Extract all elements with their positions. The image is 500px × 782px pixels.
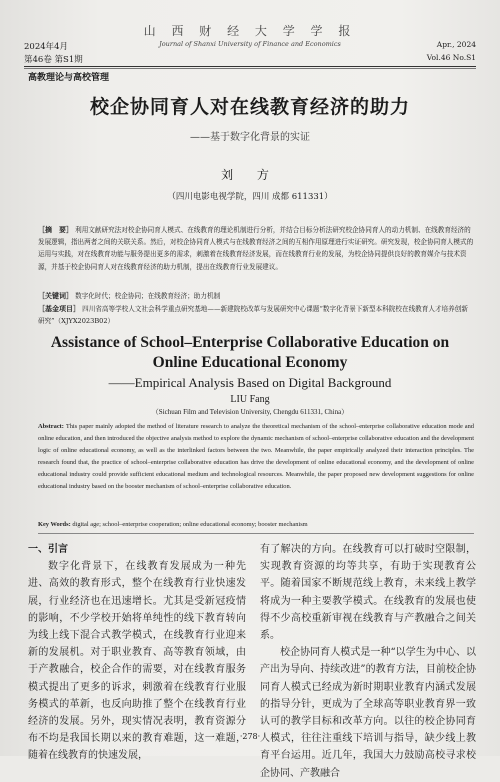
body-paragraph: 校企协同育人模式是一种“以学生为中心、以产出为导向、持续改进”的教育方法，目前校企协同育人模式已经成为新时期职业教育内涵式发展的指导分针，更成为了全球高等职业教育界一致认可的教学目标和改革方向。以往的校企协同育人模式，往往注重线下培训与指导，缺少线上教育平台运用。近几年，我国大力鼓励高校寻求校企协同、产教融合 (260, 647, 476, 779)
abstract-cn-text: 利用文献研究法对校企协同育人模式、在线教育的理论机制进行分析，并结合目标分析法研究校企协同育人的动力机制、在线教育经济的发展逻辑，指出两者之间的关联关系。然后，对校企协同育人模式与在线教育经济之间的互相作用原理进行实证研究。研究发现，校企协同育人模式的运用与实践，对在线教育功能与服务提出更多的需求，刺激着在线教育经济发展，而在线教育行业的发展，为校企协同提供良好的教育媒介与技术资源，并基于校企协同育人对在线教育经济的助力机制，提出在线教育行业发展建议。 (38, 226, 474, 271)
section-heading: 一、引言 (28, 544, 68, 555)
journal-title-cn: 山 西 财 经 大 学 学 报 (143, 24, 357, 38)
keywords-cn (38, 290, 474, 302)
keywords-cn-text: 数字化时代；校企协同；在线教育经济；助力机制 (75, 292, 221, 300)
fund-cn (38, 303, 474, 327)
keywords-en (38, 519, 474, 531)
abstract-en-text: This paper mainly adopted the method of literature research to analyze the theoretical mechanism of the school–enterprise collaborative education mode and online education, and then introduced the objective analysis method to explore the dynamic mechanism of school–enterprise collaborative education and the development logic of online educational economy, as well as the interlinked factors between the two. Meanwhile, the paper empirically analyzed their interaction principles. The research found that, the practice of school–enterprise collaborative education has drive the development of online educational economy, and the development of online educational industry could provide sufficient educational medium and technological resources. Meanwhile, the paper proposed new development suggestions for online educational industry based on the booster mechanism of school–enterprise collaborative education. (38, 423, 475, 490)
issue-date-en: Apr., 2024 (436, 40, 476, 49)
fund-cn-label: ［基金项目］ (38, 304, 80, 313)
abstract-en (38, 421, 474, 493)
abstract-cn-label: ［摘 要］ (38, 225, 73, 234)
issue-volume-en: Vol.46 No.S1 (426, 53, 476, 62)
header-rule-thin (24, 68, 476, 69)
article-title-en (0, 333, 500, 373)
fund-cn-text: 四川省高等学校人文社会科学重点研究基地——新建院校改革与发展研究中心课题“数字化背景下新型本科院校在线教育人才培养创新研究”（XJYX2023B02） (38, 305, 468, 326)
keywords-en-label: Key Words: (38, 521, 71, 528)
article-title-en-line1: Assistance of School–Enterprise Collaborative Education on (50, 334, 450, 351)
body-paragraph: 有了解决的方向。在线教育可以打破时空限制，实现教育资源的均等共享，有助于实现教育公平。随着国家不断规范线上教育，未来线上教学将成为一种主要教学模式。在线教育的发展也使得不少高校重新审视在线教育与产教融合之间关系。 (260, 544, 476, 642)
journal-title-en: Journal of Shanxi University of Finance and Economics (159, 40, 341, 48)
keywords-cn-label: ［关键词］ (38, 291, 73, 300)
article-title-en-line2: Online Educational Economy (152, 354, 348, 371)
section-label: 高教理论与高校管理 (28, 73, 110, 83)
issue-date-cn: 2024年4月 (24, 42, 69, 52)
affiliation-en: （Sichuan Film and Television University, Chengdu 611331, China） (151, 408, 349, 416)
article-subtitle-en: ——Empirical Analysis Based on Digital Background (108, 375, 392, 390)
article-subtitle-cn: ——基于数字化背景的实证 (190, 132, 310, 143)
article-title-cn: 校企协同育人对在线教育经济的助力 (89, 96, 410, 118)
abstract-cn (38, 224, 474, 273)
keywords-en-text: digital age; school–enterprise cooperation; online educational economy; booster mechanism (72, 521, 308, 528)
body-paragraph: 数字化背景下，在线教育发展成为一种先进、高效的教育形式，整个在线教育行业快速发展，行业经济也在迅速增长。尤其是受新冠疫情的影响，不少学校开始将单纯性的线下教育转向为线上线下混合式教学模式，在线教育行业迎来新的发展机。对于职业教育、高等教育领域，由于产教融合，校企合作的需要，对在线教育服务模式提出了更多的诉求，刺激着在线教育行业服务模式的革新，也反向助推了整个在线教育行业经济的发展。另外，现实情况表明，教育资源分布不均是我国长期以来的教育难题，这一难题，随着在线教育的快速发展， (28, 561, 246, 762)
body-column-right (260, 541, 476, 782)
abstract-en-label: Abstract: (38, 423, 64, 430)
affiliation-cn: （四川电影电视学院，四川 成都 611331） (167, 192, 333, 202)
author-en: LIU Fang (230, 394, 270, 405)
keywords-rule (38, 533, 474, 534)
author-cn: 刘 方 (221, 168, 279, 182)
issue-volume-cn: 第46卷 第S1期 (24, 55, 83, 65)
page-number: ·278· (239, 732, 261, 741)
header-rule (24, 66, 476, 67)
